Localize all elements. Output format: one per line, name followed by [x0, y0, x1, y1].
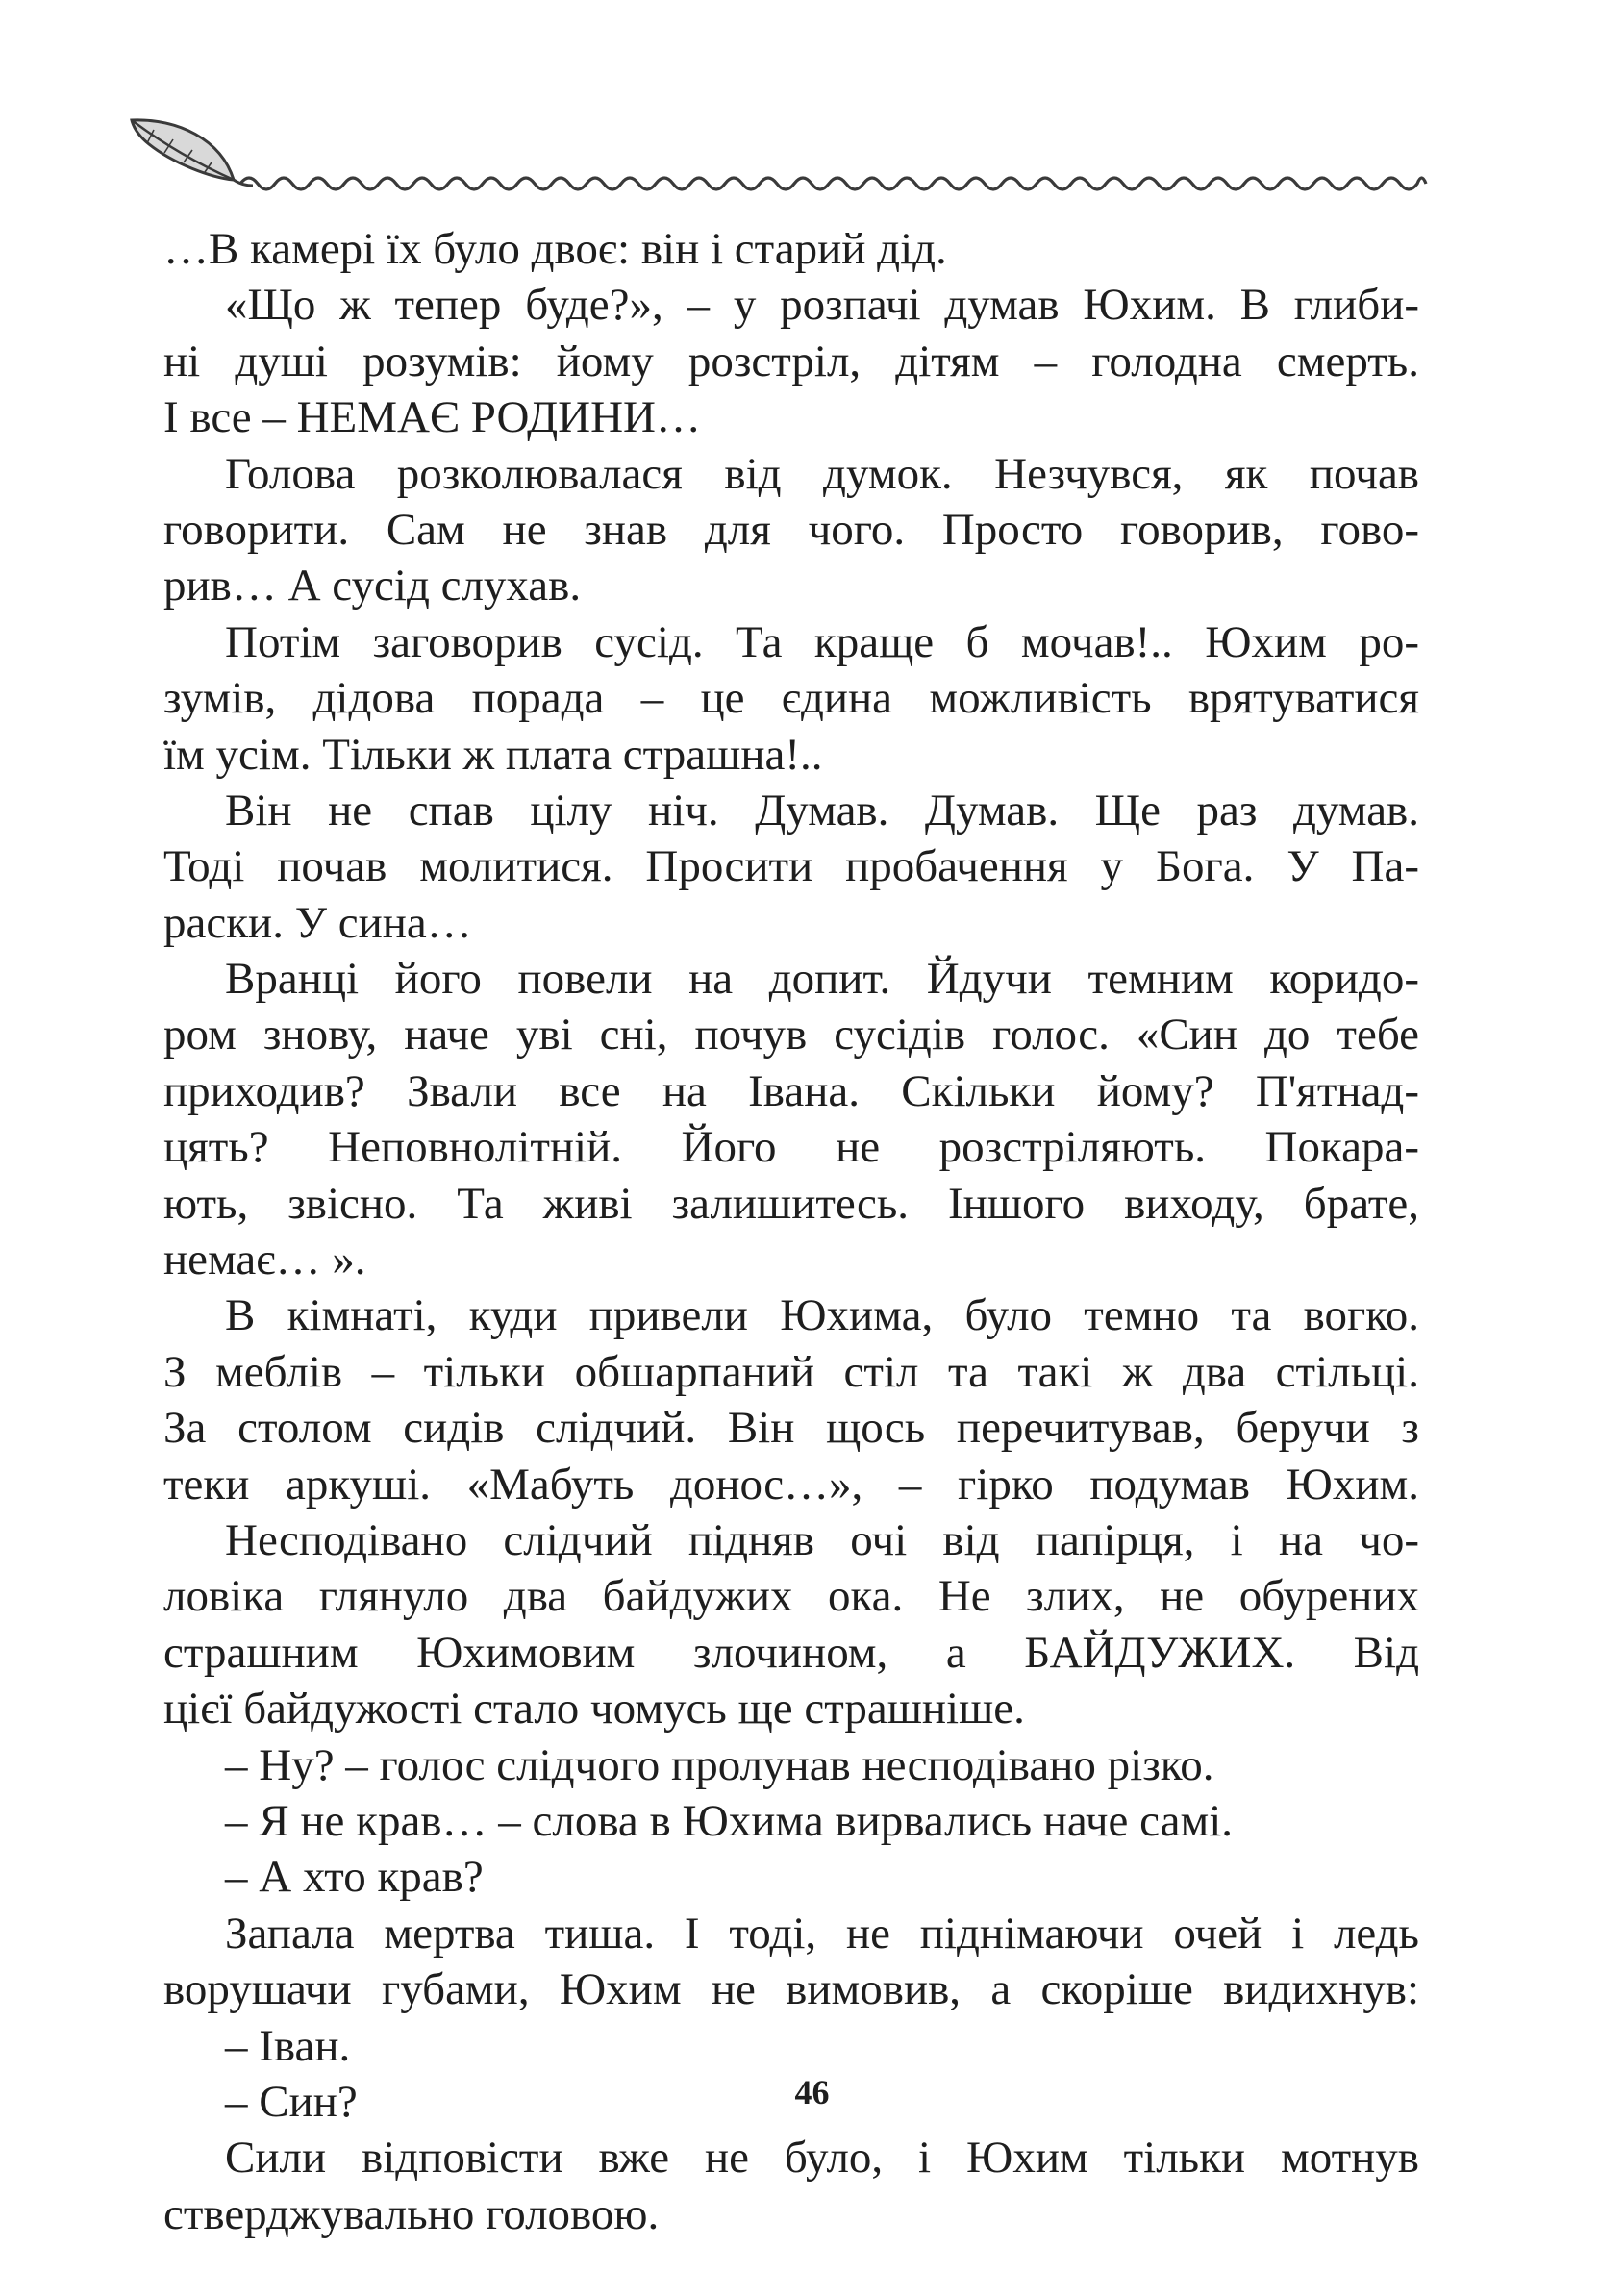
text-line: Сили відповісти вже не було, і Юхим тільки мотнув — [225, 2133, 1419, 2184]
text-line: Несподівано слідчий підняв очі від папірця, і на чо- — [225, 1514, 1419, 1565]
text-line: – А хто крав? — [225, 1852, 484, 1903]
text-line: немає… ». — [163, 1235, 366, 1286]
text-line: говорити. Сам не знав для чого. Просто говорив, гово- — [163, 504, 1419, 555]
text-line: ні душі розумів: йому розстріл, дітям – голодна смерть. — [163, 336, 1419, 387]
text-line: – Син? — [225, 2076, 358, 2127]
text-line: «Що ж тепер буде?», – у розпачі думав Юхим. В глиби- — [225, 280, 1419, 331]
text-line: цієї байдужості стало чомусь ще страшніше. — [163, 1684, 1025, 1735]
text-line: …В камері їх було двоє: він і старий дід. — [163, 224, 947, 274]
header-ornament — [120, 111, 1428, 207]
text-line: – Іван. — [225, 2020, 351, 2071]
text-line: приходив? Звали все на Івана. Скільки йому? П'ятнад- — [163, 1065, 1419, 1116]
body-text — [163, 221, 1419, 2242]
text-line: Голова розколювалася від думок. Незчувся, як почав — [225, 448, 1419, 499]
text-line: В кімнаті, куди привели Юхима, було темно та вогко. — [225, 1290, 1419, 1341]
text-line: раски. У сина… — [163, 897, 472, 948]
text-line: теки аркуші. «Мабуть донос…», – гірко подумав Юхим. — [163, 1459, 1419, 1510]
text-line: ром знову, наче уві сні, почув сусідів голос. «Син до тебе — [163, 1010, 1419, 1061]
text-line: Потім заговорив сусід. Та краще б мочав!.. Юхим ро- — [225, 616, 1419, 667]
text-line: І все – НЕМАЄ РОДИНИ… — [163, 392, 701, 443]
text-line: їм усім. Тільки ж плата страшна!.. — [163, 729, 823, 780]
feather-icon — [132, 120, 253, 186]
text-line: зумів, дідова порада – це єдина можливість врятуватися — [163, 673, 1419, 724]
text-line: За столом сидів слідчий. Він щось перечитував, беручи з — [163, 1403, 1419, 1454]
text-line: ворушачи губами, Юхим не вимовив, а скоріше видихнув: — [163, 1964, 1419, 2015]
text-line: рив… А сусід слухав. — [163, 561, 582, 612]
text-line: ють, звісно. Та живі залишитесь. Іншого виходу, брате, — [163, 1178, 1419, 1229]
text-line: Тоді почав молитися. Просити пробачення у Бога. У Па- — [163, 841, 1419, 892]
wavy-divider — [240, 178, 1426, 189]
text-line: стверджувально головою. — [163, 2188, 660, 2239]
text-line: Запала мертва тиша. І тоді, не піднімаючи очей і ледь — [225, 1908, 1419, 1959]
text-line: З меблів – тільки обшарпаний стіл та такі ж два стільці. — [163, 1346, 1419, 1397]
text-line: – Ну? – голос слідчого пролунав несподівано різко. — [225, 1739, 1214, 1790]
page-number: 46 — [794, 2073, 830, 2111]
text-line: ловіка глянуло два байдужих ока. Не злих, не обурених — [163, 1571, 1419, 1622]
text-line: – Я не крав… – слова в Юхима вирвались наче самі. — [225, 1795, 1233, 1846]
text-line: Вранці його повели на допит. Йдучи темним коридо- — [225, 954, 1419, 1005]
text-line: страшним Юхимовим злочином, а БАЙДУЖИХ. Від — [163, 1627, 1419, 1678]
text-line: цять? Неповнолітній. Його не розстріляють. Покара- — [163, 1122, 1419, 1173]
text-line: Він не спав цілу ніч. Думав. Думав. Ще раз думав. — [225, 785, 1419, 836]
